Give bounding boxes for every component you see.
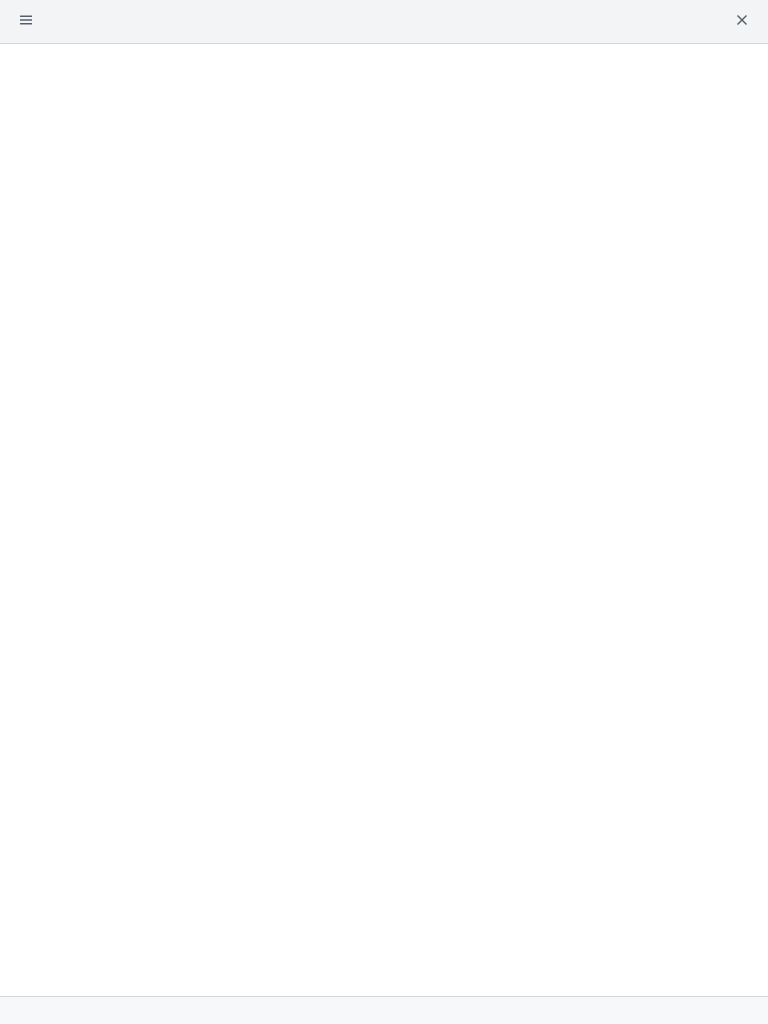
title-bar	[0, 0, 768, 44]
close-button[interactable]	[728, 8, 756, 36]
menu-button[interactable]	[12, 8, 40, 36]
main-content	[0, 44, 768, 996]
status-bar	[0, 996, 768, 1024]
close-icon	[733, 11, 751, 32]
menu-icon	[17, 11, 35, 32]
